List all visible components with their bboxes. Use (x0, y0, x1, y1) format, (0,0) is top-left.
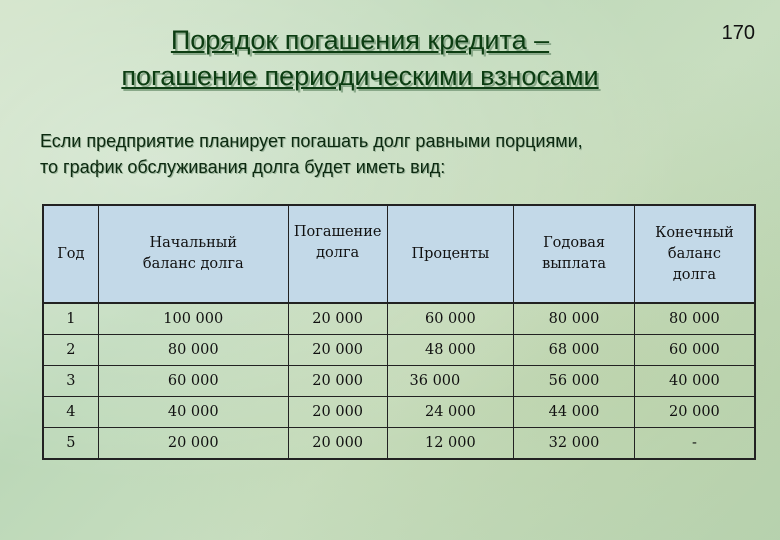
cell-annual-payment: 56 000 (514, 366, 635, 397)
cell-year: 3 (43, 366, 98, 397)
cell-principal: 20 000 (288, 303, 387, 335)
header-opening-balance: Начальный баланс долга (98, 205, 288, 303)
cell-closing-balance: 60 000 (634, 335, 755, 366)
cell-closing-balance: 40 000 (634, 366, 755, 397)
cell-annual-payment: 80 000 (514, 303, 635, 335)
header-annual-payment: Годовая выплата (514, 205, 635, 303)
cell-year: 4 (43, 397, 98, 428)
table-header-row (43, 205, 755, 303)
table-row (43, 428, 755, 460)
cell-year: 1 (43, 303, 98, 335)
table-row (43, 335, 755, 366)
cell-principal: 20 000 (288, 397, 387, 428)
cell-interest: 12 000 (387, 428, 514, 460)
title-line-2: погашение периодическими взносами (121, 61, 599, 91)
cell-opening-balance: 60 000 (98, 366, 288, 397)
cell-opening-balance: 100 000 (98, 303, 288, 335)
title-line-1: Порядок погашения кредита – (170, 25, 550, 55)
cell-annual-payment: 32 000 (514, 428, 635, 460)
table-row (43, 397, 755, 428)
table-row (43, 366, 755, 397)
cell-year: 5 (43, 428, 98, 460)
intro-text (40, 128, 740, 180)
intro-line-1: Если предприятие планирует погашать долг равными порциями, (40, 131, 583, 151)
header-interest: Проценты (387, 205, 514, 303)
cell-interest: 48 000 (387, 335, 514, 366)
page-number: 170 (721, 22, 755, 44)
header-year: Год (43, 205, 98, 303)
cell-principal: 20 000 (288, 428, 387, 460)
cell-year: 2 (43, 335, 98, 366)
cell-interest: 24 000 (387, 397, 514, 428)
debt-schedule-table (42, 204, 756, 460)
header-principal: Погашение долга (288, 205, 387, 303)
cell-annual-payment: 68 000 (514, 335, 635, 366)
table-row (43, 303, 755, 335)
slide-title (40, 22, 680, 94)
cell-opening-balance: 20 000 (98, 428, 288, 460)
header-closing-balance: Конечный баланс долга (634, 205, 755, 303)
cell-closing-balance: 80 000 (634, 303, 755, 335)
cell-closing-balance: 20 000 (634, 397, 755, 428)
cell-annual-payment: 44 000 (514, 397, 635, 428)
cell-principal: 20 000 (288, 366, 387, 397)
cell-opening-balance: 80 000 (98, 335, 288, 366)
cell-closing-balance: - (634, 428, 755, 460)
cell-opening-balance: 40 000 (98, 397, 288, 428)
cell-interest: 60 000 (387, 303, 514, 335)
cell-principal: 20 000 (288, 335, 387, 366)
cell-interest: 36 000 (387, 366, 514, 397)
intro-line-2: то график обслуживания долга будет иметь вид: (40, 157, 446, 177)
